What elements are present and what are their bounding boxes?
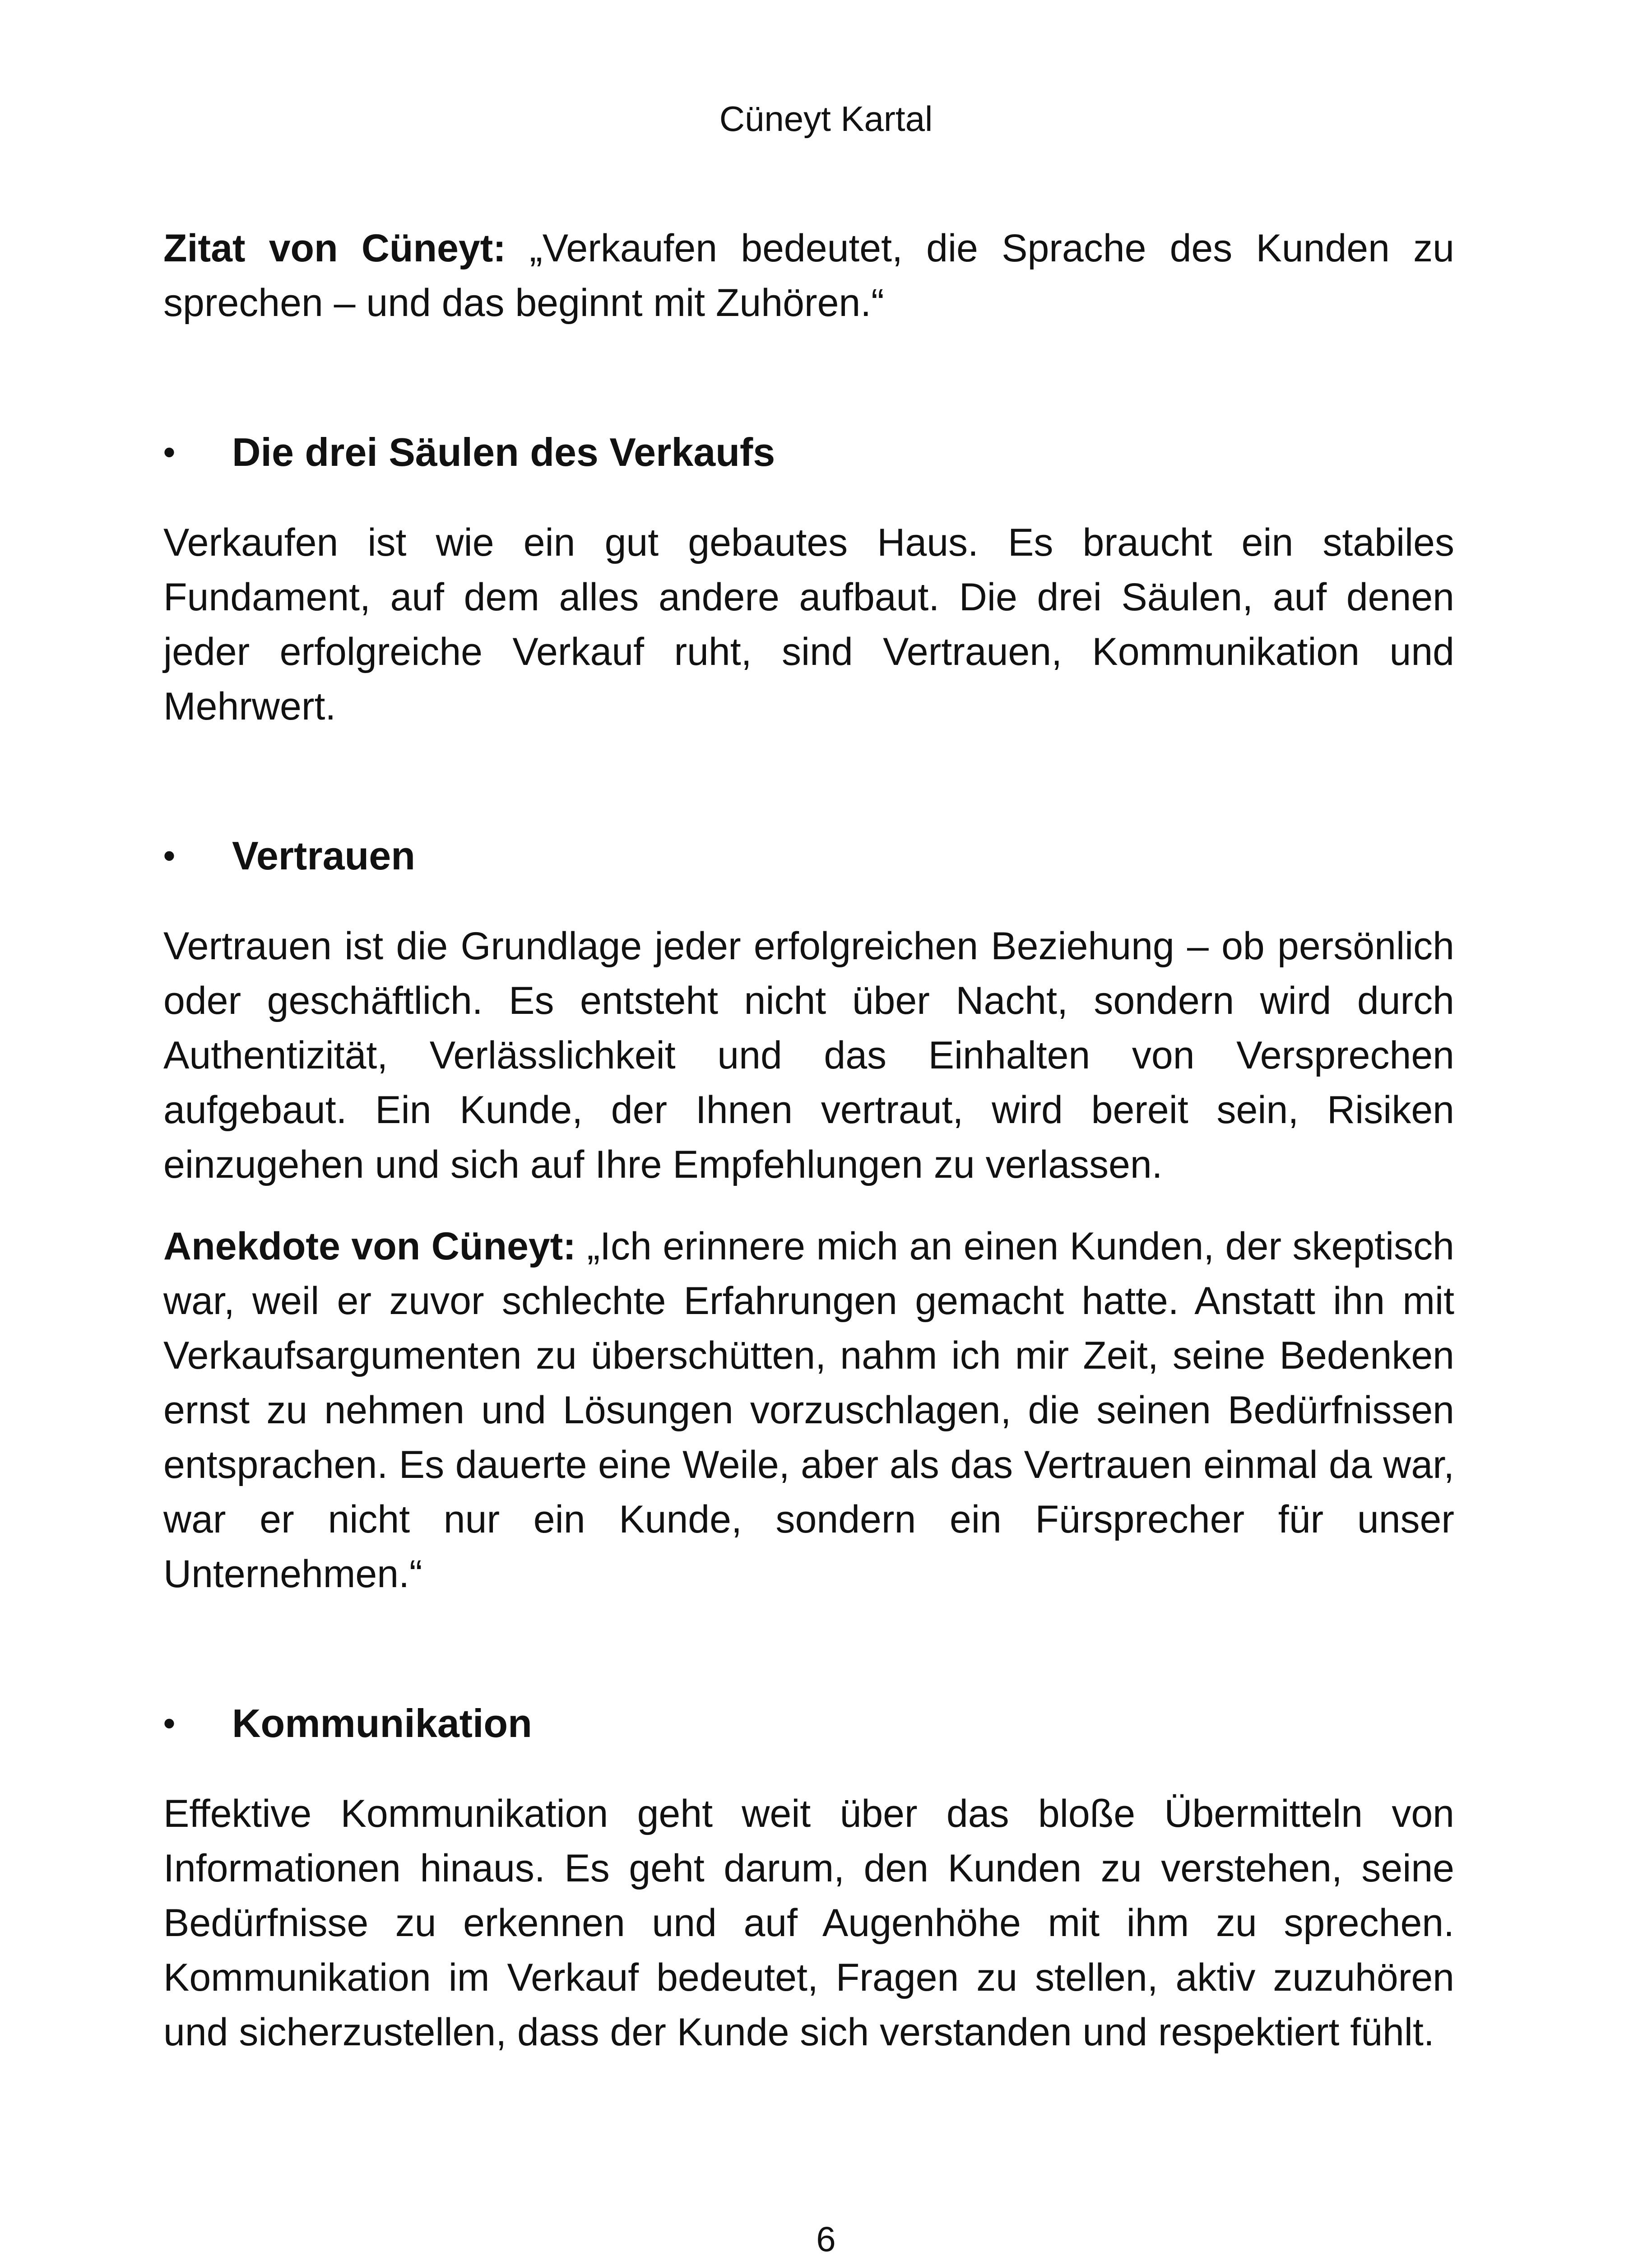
section-heading-text: Vertrauen: [232, 833, 415, 878]
quote-paragraph: [163, 221, 1454, 330]
bullet-icon: •: [163, 433, 175, 471]
page-header-author: Cüneyt Kartal: [719, 99, 933, 139]
section-heading-vertrauen: [163, 829, 1454, 883]
bullet-icon: •: [163, 837, 175, 874]
quote-label: Zitat von Cüneyt:: [163, 227, 506, 270]
anecdote-label: Anekdote von Cüneyt:: [163, 1225, 576, 1268]
section-paragraph-vertrauen: Vertrauen ist die Grundlage jeder erfolgreichen Beziehung – ob persönlich oder geschäftlich. Es entsteht nicht über Nacht, sondern wird durch Authentizität, Verlässlichkeit und das Einhalten von Versprechen aufgebaut. Ein Kunde, der Ihnen vertraut, wird bereit sein, Risiken einzugehen und sich auf Ihre Empfehlungen zu verlassen.: [163, 924, 1454, 1186]
bullet-icon: •: [163, 1704, 175, 1742]
page-number: 6: [816, 2219, 836, 2257]
section-paragraph-kommunikation: Effektive Kommunikation geht weit über das bloße Übermitteln von Informationen hinaus. Es geht darum, den Kunden zu verstehen, seine Bedürfnisse zu erkennen und auf Augenhöhe mit ihm zu sprechen. Kommunikation im Verkauf bedeutet, Fragen zu stellen, aktiv zuzuhören und sicherzustellen, dass der Kunde sich verstanden und respektiert fühlt.: [163, 1792, 1454, 2054]
page-content: [163, 221, 1454, 2087]
anecdote-text: „Ich erinnere mich an einen Kunden, der skeptisch war, weil er zuvor schlechte Erfahrungen gemacht hatte. Anstatt ihn mit Verkaufsargumenten zu überschütten, nahm ich mir Zeit, seine Bedenken ernst zu nehmen und Lösungen vorzuschlagen, die seinen Bedürfnissen entsprachen. Es dauerte eine Weile, aber als das Vertrauen einmal da war, war er nicht nur ein Kunde, sondern ein Fürsprecher für unser Unternehmen.“: [163, 1225, 1454, 1596]
anecdote-paragraph: [163, 1219, 1454, 1602]
section-paragraph-saeulen: Verkaufen ist wie ein gut gebautes Haus. Es braucht ein stabiles Fundament, auf dem alles andere aufbaut. Die drei Säulen, auf denen jeder erfolgreiche Verkauf ruht, sind Vertrauen, Kommunikation und Mehrwert.: [163, 521, 1454, 728]
section-heading-saeulen: [163, 425, 1454, 479]
section-heading-text: Kommunikation: [232, 1701, 532, 1746]
section-heading-kommunikation: [163, 1696, 1454, 1751]
section-heading-text: Die drei Säulen des Verkaufs: [232, 430, 775, 474]
quote-text: „Verkaufen bedeutet, die Sprache des Kunden zu sprechen – und das beginnt mit Zuhören.“: [163, 227, 1454, 325]
